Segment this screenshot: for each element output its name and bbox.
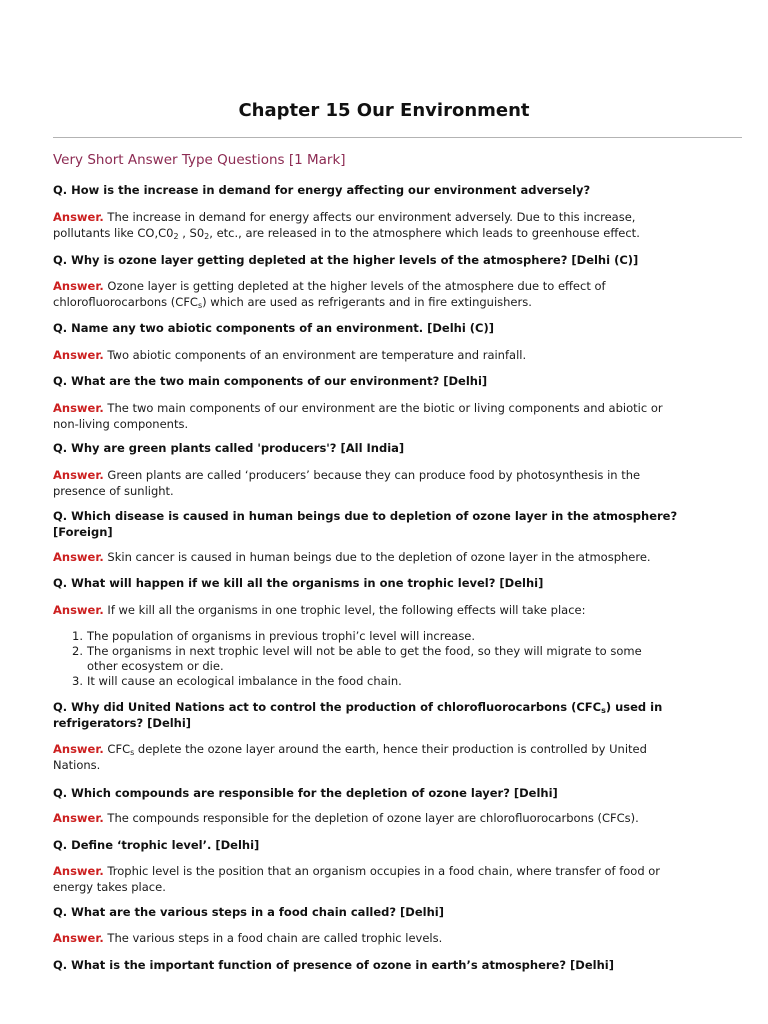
answer-11-text: The various steps in a food chain are called trophic levels. — [107, 931, 443, 945]
subscript: s — [197, 300, 203, 310]
subscript: s — [601, 706, 606, 715]
answer-10-line-2: energy takes place. — [53, 879, 166, 894]
question-6-line-1: Q. Which disease is caused in human beings due to depletion of ozone layer in the atmosphere? — [53, 509, 678, 523]
question-3: Q. Name any two abiotic components of an environment. [Delhi (C)] — [53, 321, 495, 335]
answer-2-line-1: Ozone layer is getting depleted at the higher levels of the atmosphere due to effect of — [107, 279, 606, 293]
list-number: 2. — [72, 644, 83, 658]
answer-label: Answer. — [53, 401, 104, 415]
answer-1 — [53, 210, 723, 241]
question-7: Q. What will happen if we kill all the organisms in one trophic level? [Delhi] — [53, 576, 544, 590]
question-9: Q. Which compounds are responsible for the depletion of ozone layer? [Delhi] — [53, 786, 558, 800]
answer-8 — [53, 742, 723, 773]
answer-11 — [53, 931, 723, 947]
answer-3 — [53, 348, 723, 364]
answer-label: Answer. — [53, 931, 104, 945]
section-heading: Very Short Answer Type Questions [1 Mark] — [53, 152, 346, 168]
list-item-text: It will cause an ecological imbalance in the food chain. — [87, 674, 402, 688]
question-2: Q. Why is ozone layer getting depleted at the higher levels of the atmosphere? [Delhi (C)] — [53, 253, 639, 267]
answer-1-line-2-mid: , S0 — [178, 225, 205, 240]
answer-1-line-2-pre: pollutants like CO,C0 — [53, 225, 174, 240]
list-number: 3. — [72, 674, 83, 688]
question-8-line-1-post: ) used in — [605, 700, 663, 714]
list-number: 1. — [72, 629, 83, 643]
answer-10-line-1: Trophic level is the position that an organism occupies in a food chain, where transfer of food or — [107, 864, 661, 878]
list-item-text: The organisms in next trophic level will not be able to get the food, so they will migrate to some — [87, 644, 642, 658]
question-6 — [53, 509, 733, 540]
answer-2-line-2-post: ) which are used as refrigerants and in fire extinguishers. — [202, 294, 532, 309]
answer-7 — [53, 603, 723, 619]
question-8-line-2: refrigerators? [Delhi] — [53, 715, 192, 730]
answer-6-text: Skin cancer is caused in human beings due to the depletion of ozone layer in the atmosphere. — [107, 550, 651, 564]
subscript: s — [130, 748, 135, 757]
answer-label: Answer. — [53, 210, 104, 224]
answer-label: Answer. — [53, 348, 104, 362]
list-item-text-cont: other ecosystem or die. — [87, 659, 224, 673]
answer-1-line-2-post: , etc., are released in to the atmosphere which leads to greenhouse effect. — [209, 225, 640, 240]
answer-label: Answer. — [53, 279, 104, 293]
page-title: Chapter 15 Our Environment — [238, 100, 530, 121]
answer-7-text: If we kill all the organisms in one trophic level, the following effects will take place: — [107, 603, 586, 617]
answer-3-text: Two abiotic components of an environment are temperature and rainfall. — [107, 348, 527, 362]
effects-list — [72, 629, 722, 689]
answer-label: Answer. — [53, 811, 104, 825]
answer-label: Answer. — [53, 864, 104, 878]
question-12: Q. What is the important function of presence of ozone in earth’s atmosphere? [Delhi] — [53, 958, 614, 972]
answer-4-line-1: The two main components of our environment are the biotic or living components and abiotic or — [107, 401, 663, 415]
answer-9 — [53, 811, 723, 827]
list-item — [72, 644, 722, 674]
answer-label: Answer. — [53, 742, 104, 756]
answer-6 — [53, 550, 723, 566]
list-item-text: The population of organisms in previous trophi’c level will increase. — [87, 629, 476, 643]
question-5: Q. Why are green plants called 'producers'? [All India] — [53, 441, 405, 455]
subscript: 2 — [204, 231, 210, 241]
answer-10 — [53, 864, 723, 895]
answer-4-line-2: non-living components. — [53, 416, 189, 431]
answer-5-line-2: presence of sunlight. — [53, 483, 174, 498]
list-item — [72, 674, 722, 689]
subscript: 2 — [173, 231, 179, 241]
answer-label: Answer. — [53, 550, 104, 564]
question-1: Q. How is the increase in demand for energy affecting our environment adversely? — [53, 183, 591, 197]
question-11: Q. What are the various steps in a food chain called? [Delhi] — [53, 905, 444, 919]
question-4: Q. What are the two main components of our environment? [Delhi] — [53, 374, 488, 388]
question-8-line-1-pre: Q. Why did United Nations act to control the production of chlorofluorocarbons (CFC — [53, 700, 602, 714]
answer-4 — [53, 401, 723, 432]
answer-8-line-1-post: deplete the ozone layer around the earth, hence their production is controlled by United — [134, 742, 647, 756]
answer-label: Answer. — [53, 468, 104, 482]
list-item — [72, 629, 722, 644]
answer-1-line-1: The increase in demand for energy affects our environment adversely. Due to this increase, — [107, 210, 636, 224]
answer-8-line-2: Nations. — [53, 757, 101, 772]
answer-2 — [53, 279, 723, 310]
answer-9-text: The compounds responsible for the depletion of ozone layer are chlorofluorocarbons (CFCs). — [107, 811, 639, 825]
question-10: Q. Define ‘trophic level’. [Delhi] — [53, 838, 260, 852]
answer-5-line-1: Green plants are called ‘producers’ because they can produce food by photosynthesis in the — [107, 468, 641, 482]
answer-label: Answer. — [53, 603, 104, 617]
question-6-line-2: [Foreign] — [53, 524, 113, 539]
answer-5 — [53, 468, 723, 499]
answer-8-line-1-pre: CFC — [107, 742, 131, 756]
title-divider — [53, 137, 742, 138]
answer-2-line-2-pre: chlorofluorocarbons (CFC — [53, 294, 198, 309]
question-8 — [53, 700, 733, 731]
